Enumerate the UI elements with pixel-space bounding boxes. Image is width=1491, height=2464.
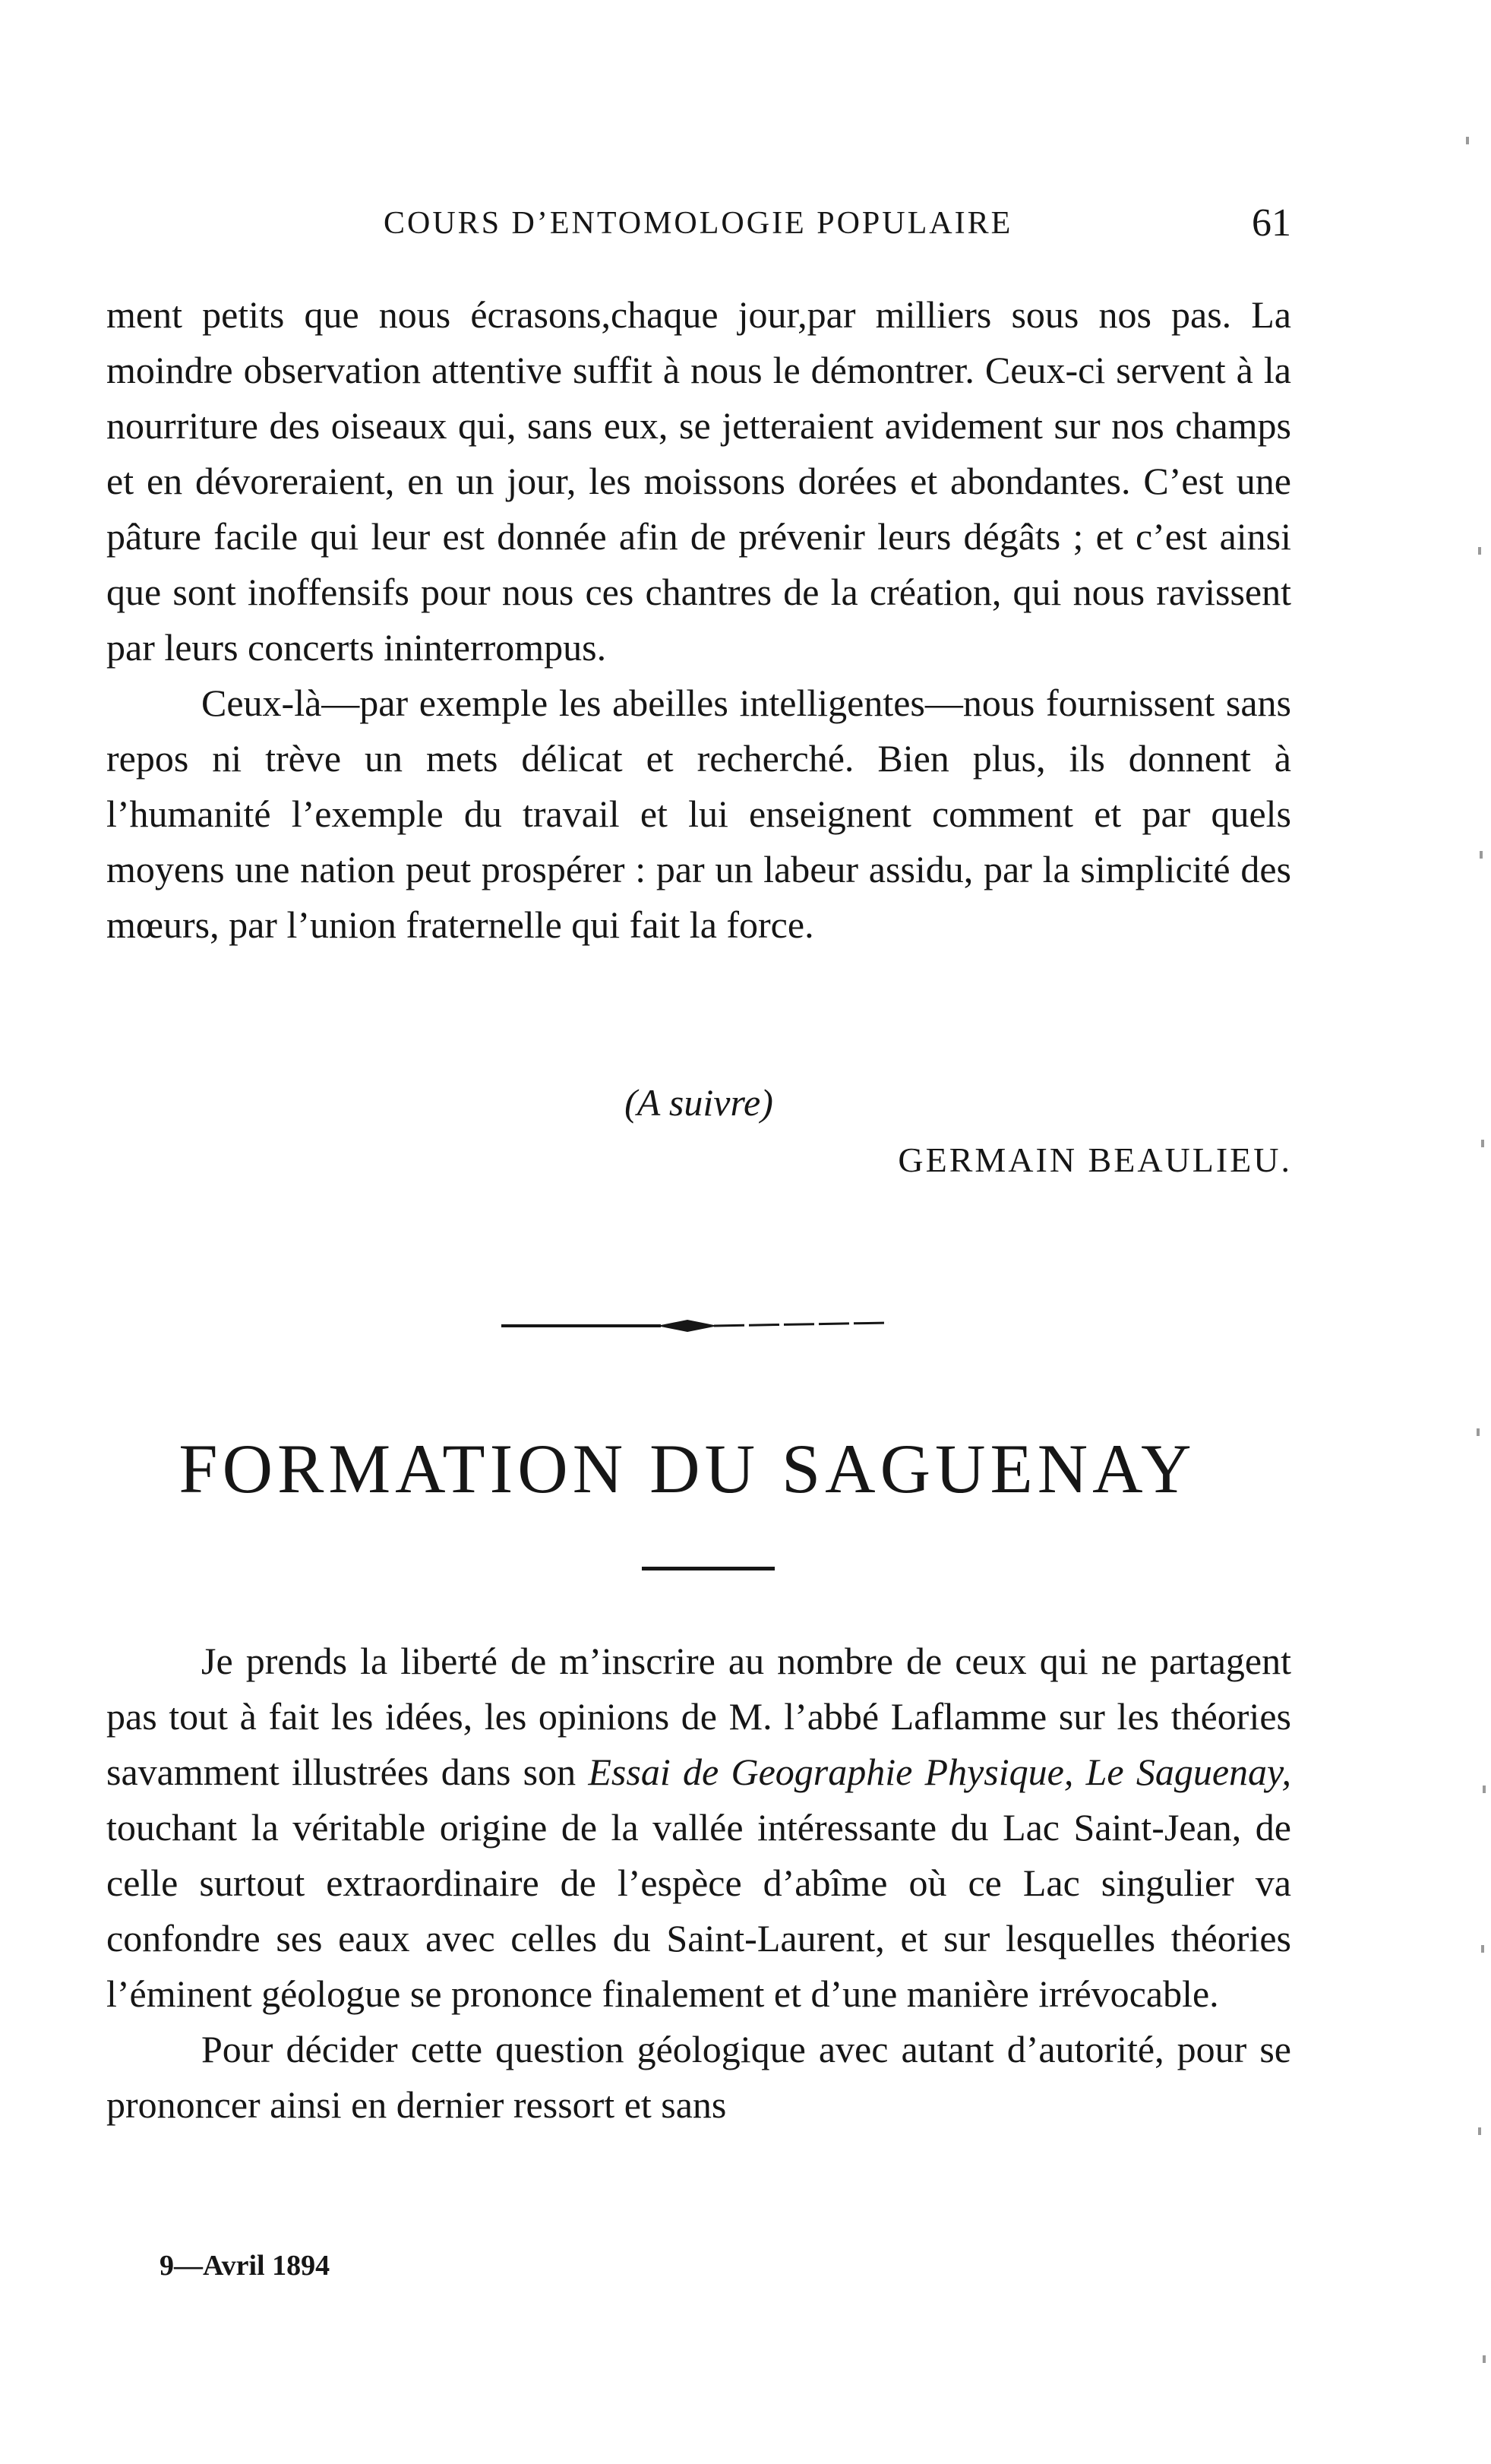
title-underline-rule (642, 1567, 775, 1570)
running-title: COURS D’ENTOMOLOGIE POPULAIRE (384, 206, 1013, 241)
paragraph-abeilles: Ceux-là—par exemple les abeilles intelligentes—nous fournissent sans repos ni trève un mets délicat et recherché. Bien plus, ils donnent à l’humanité l’exemple du travail et lui enseignent comment et par quels moyens une nation peut prospérer : par un labeur assidu, par la simplicité des mœurs, par l’union fraternelle qui fait la force. (106, 682, 1291, 946)
paragraph-question: Pour décider cette question géologique avec autant d’autorité, pour se prononcer ainsi en dernier ressort et sans (106, 2028, 1291, 2126)
paragraph-introduction-start: Je prends la liberté de m’inscrire au nombre de ceux qui ne partagent pas tout à fait les idées, les opinions de M. l’abbé Laflamme sur les théories savamment illustrées dans son (106, 1640, 1291, 1793)
paragraph-continuation: ment petits que nous écrasons,chaque jour,par milliers sous nos pas. La moindre observation attentive suffit à nous le démontrer. Ceux-ci servent à la nourriture des oiseaux qui, sans eux, se jetteraient avidement sur nos champs et en dévoreraient, en un jour, les moissons dorées et abondantes. C’est une pâture facile qui leur est donnée afin de prévenir leurs dégâts ; et c’est ainsi que sont inoffensifs pour nous ces chantres de la création, qui nous ravissent par leurs concerts ininterrompus. (106, 293, 1291, 669)
author-signature: GERMAIN BEAULIEU. (898, 1140, 1292, 1179)
section-divider-ornament (501, 1311, 889, 1341)
page-number: 61 (1252, 201, 1291, 245)
to-be-continued-note: (A suivre) (624, 1081, 773, 1124)
article-title: FORMATION DU SAGUENAY (178, 1430, 1196, 1507)
article-saguenay-body (106, 1634, 1291, 2133)
paragraph-introduction (106, 1634, 1291, 2022)
book-title: Essai de Geographie Physique, Le Saguenay, (588, 1751, 1291, 1793)
paragraph-introduction-end: touchant la véritable origine de la vallée intéressante du Lac Saint-Jean, de celle surtout extraordinaire de l’espèce d’abîme où ce Lac singulier va confondre ses eaux avec celles du Saint-Laurent, et sur lesquelles théories l’éminent géologue se prononce finalement et d’une manière irrévocable. (106, 1806, 1291, 2015)
printer-signature-mark: 9—Avril 1894 (160, 2250, 330, 2282)
page-header (106, 201, 1291, 251)
article-entomologie-body (106, 287, 1291, 953)
